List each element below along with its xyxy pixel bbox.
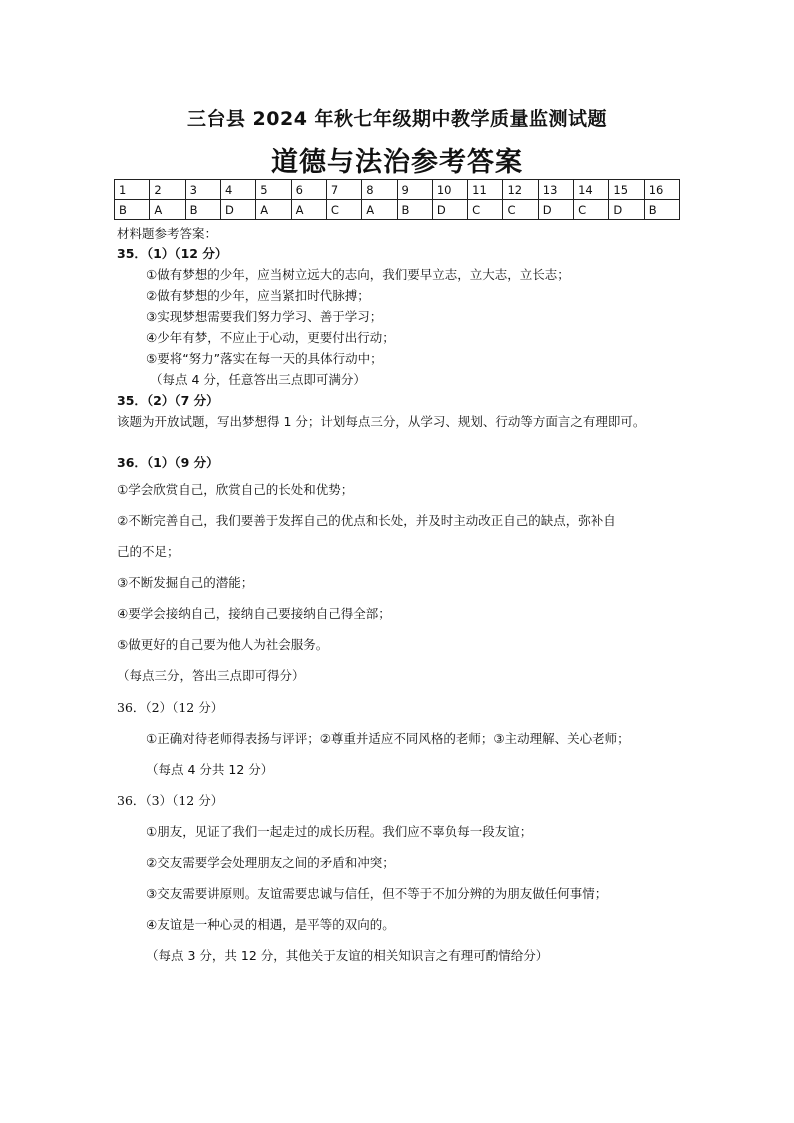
q36-2-note: （每点 4 分共 12 分） <box>146 762 274 777</box>
q36-2-heading: 36．（2）（12 分） <box>117 700 224 715</box>
question-number: 4 <box>220 180 255 200</box>
answer-cell: A <box>291 200 326 220</box>
q36-1-item: ⑤做更好的自己要为他人为社会服务。 <box>117 637 329 652</box>
question-number: 12 <box>503 180 538 200</box>
answer-table <box>114 179 680 220</box>
answer-cell: A <box>256 200 291 220</box>
q36-2-text: ①正确对待老师得表扬与评评；②尊重并适应不同风格的老师；③主动理解、关心老师； <box>146 731 630 746</box>
q36-3-item: ③交友需要讲原则。友谊需要忠诚与信任，但不等于不加分辨的为朋友做任何事情； <box>146 886 608 901</box>
question-number: 11 <box>468 180 503 200</box>
answer-cell: B <box>644 200 679 220</box>
answer-cell: C <box>326 200 361 220</box>
question-number: 5 <box>256 180 291 200</box>
answer-cell: B <box>397 200 432 220</box>
answer-cell: D <box>538 200 573 220</box>
question-number: 6 <box>291 180 326 200</box>
q35-1-heading: 35．（1）（12 分） <box>117 246 228 261</box>
question-number: 1 <box>115 180 150 200</box>
q36-1-item: ④要学会接纳自己，接纳自己要接纳自己得全部； <box>117 606 391 621</box>
answer-table-number-row <box>115 180 680 200</box>
answer-cell: D <box>432 200 467 220</box>
answer-cell: C <box>468 200 503 220</box>
answer-cell: C <box>503 200 538 220</box>
question-number: 10 <box>432 180 467 200</box>
question-number: 15 <box>609 180 644 200</box>
question-number: 7 <box>326 180 361 200</box>
answer-key-title: 道德与法治参考答案 <box>271 147 523 178</box>
question-number: 3 <box>185 180 220 200</box>
answer-table-answer-row <box>115 200 680 220</box>
answer-cell: B <box>115 200 150 220</box>
q36-3-item: ④友谊是一种心灵的相遇，是平等的双向的。 <box>146 917 395 932</box>
q35-2-heading: 35．（2）（7 分） <box>117 393 219 408</box>
question-number: 14 <box>574 180 609 200</box>
q36-3-note: （每点 3 分，共 12 分，其他关于友谊的相关知识言之有理可酌情给分） <box>146 948 549 963</box>
q35-1-item: ②做有梦想的少年，应当紧扣时代脉搏； <box>146 288 370 303</box>
q35-2-text: 该题为开放试题，写出梦想得 1 分；计划每点三分，从学习、规划、行动等方面言之有理即可。 <box>117 414 646 429</box>
question-number: 13 <box>538 180 573 200</box>
q36-1-note: （每点三分，答出三点即可得分） <box>117 668 305 683</box>
q36-3-heading: 36．（3）（12 分） <box>117 793 224 808</box>
exam-title: 三台县 2024 年秋七年级期中教学质量监测试题 <box>186 108 608 130</box>
q36-3-item: ①朋友，见证了我们一起走过的成长历程。我们应不辜负每一段友谊； <box>146 824 533 839</box>
q35-1-item: ④少年有梦，不应止于心动，更要付出行动； <box>146 330 395 345</box>
question-number: 8 <box>362 180 397 200</box>
answer-cell: C <box>574 200 609 220</box>
q36-1-item: 己的不足； <box>117 544 180 559</box>
material-heading: 材料题参考答案： <box>117 226 218 241</box>
answer-cell: B <box>185 200 220 220</box>
q36-1-item: ①学会欣赏自己，欣赏自己的长处和优势； <box>117 482 354 497</box>
question-number: 16 <box>644 180 679 200</box>
q36-3-item: ②交友需要学会处理朋友之间的矛盾和冲突； <box>146 855 395 870</box>
q35-1-item: ③实现梦想需要我们努力学习、善于学习； <box>146 309 383 324</box>
answer-cell: D <box>220 200 255 220</box>
q35-1-item: ①做有梦想的少年，应当树立远大的志向，我们要早立志，立大志，立长志； <box>146 267 570 282</box>
q36-1-item: ③不断发掘自己的潜能； <box>117 575 254 590</box>
answer-cell: A <box>362 200 397 220</box>
q36-1-item: ②不断完善自己，我们要善于发挥自己的优点和长处，并及时主动改正自己的缺点，弥补自 <box>117 513 616 528</box>
q36-1-heading: 36．（1）（9 分） <box>117 455 219 470</box>
answer-cell: D <box>609 200 644 220</box>
question-number: 2 <box>150 180 185 200</box>
q35-1-item: ⑤要将“努力”落实在每一天的具体行动中； <box>146 351 383 366</box>
q35-1-note: （每点 4 分，任意答出三点即可满分） <box>150 372 366 387</box>
question-number: 9 <box>397 180 432 200</box>
answer-cell: A <box>150 200 185 220</box>
